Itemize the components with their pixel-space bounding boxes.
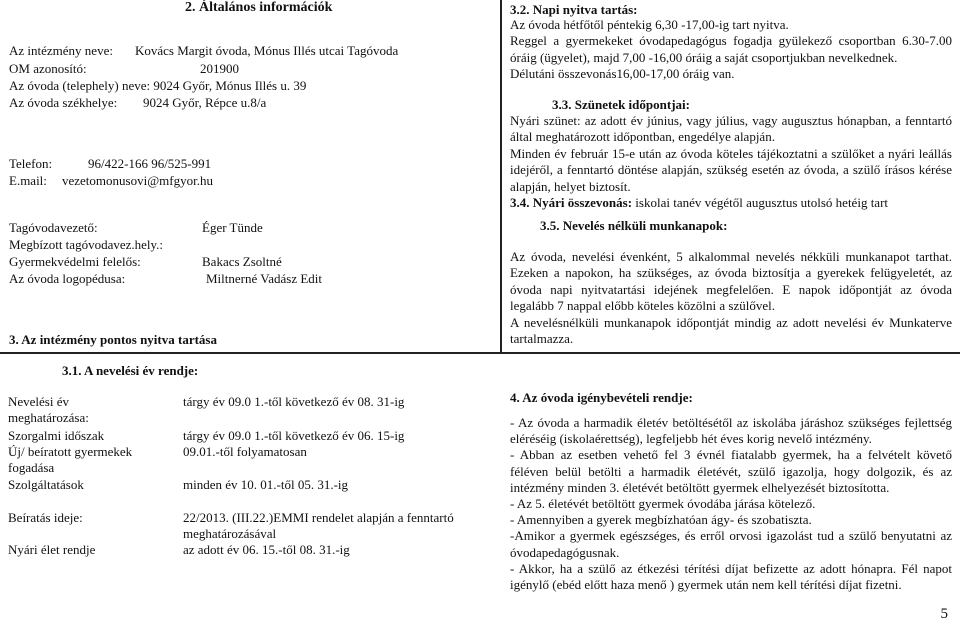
schedule-value: tárgy év 09.0 1.-től következő év 06. 15-ig xyxy=(183,428,405,443)
holidays-paragraph: Minden év február 15-e után az óvoda köteles tájékoztatni a szülőket a nyári leállás idejéről, a fenntartó döntése alapján, szükség esetén az óvoda, a szülő írásos kérése alapján, helyet biztosít. xyxy=(510,145,952,194)
daily-hours-text xyxy=(510,17,952,83)
schedule-label: Nyári élet rendje xyxy=(8,542,96,557)
seat-label: Az óvoda székhelye: xyxy=(9,95,118,110)
staff-role: Az óvoda logopédusa: xyxy=(9,271,126,286)
om-id-value: 201900 xyxy=(200,61,239,76)
staff-person: Miltnerné Vadász Edit xyxy=(206,271,323,286)
schedule-value: 09.01.-től folyamatosan xyxy=(183,444,307,459)
list-item: - Az 5. életévét betöltött gyermek óvodába járása kötelező. xyxy=(510,496,816,512)
daily-hours-heading: 3.2. Napi nyitva tartás: xyxy=(510,2,638,17)
email-value: vezetomonusovi@mfgyor.hu xyxy=(62,173,213,188)
daily-hours-line: Reggel a gyermekeket óvodapedagógus fogadja gyülekező csoportban 6.30-7.00 óráig (ügyelet), majd 7,00 -16,00 óráig a saját csoportjukban nevelkednek. xyxy=(510,33,952,65)
site-address: Az óvoda (telephely) neve: 9024 Győr, Mónus Illés u. 39 xyxy=(9,78,307,93)
staff-role: Megbízott tagóvodavez.hely.: xyxy=(9,237,164,252)
phone-label: Telefon: xyxy=(9,156,53,171)
daily-hours-line: Az óvoda hétfőtől péntekig 6,30 -17,00-ig tart nyitva. xyxy=(510,17,789,32)
holidays-heading: 3.3. Szünetek időpontjai: xyxy=(552,97,690,112)
staff-role: Tagóvodavezető: xyxy=(9,220,98,235)
holidays-text xyxy=(510,113,952,211)
email-label: E.mail: xyxy=(9,173,47,188)
summer-merge-heading: 3.4. Nyári összevonás: xyxy=(510,195,633,211)
attendance-rules-list xyxy=(510,415,952,593)
list-item: - Az óvoda a harmadik életév betöltésétől az iskolába járáshoz szükséges fejlettség eléréséig (iskolaérettség), legfeljebb hét éves korig nevelő intézmény. xyxy=(510,415,952,447)
schedule-label: Szolgáltatások xyxy=(8,477,84,492)
schedule-value: tárgy év 09.0 1.-től következő év 08. 31-ig xyxy=(183,394,405,409)
schedule-label: Új/ beíratott gyermekek fogadása xyxy=(8,444,133,475)
column-divider xyxy=(500,0,502,352)
staff-person: Bakacs Zsoltné xyxy=(202,254,282,269)
staff-person: Éger Tünde xyxy=(202,220,263,235)
section-divider xyxy=(0,352,960,354)
schedule-value: 22/2013. (III.22.)EMMI rendelet alapján a fenntartó meghatározásával xyxy=(183,510,454,541)
non-teaching-days-heading: 3.5. Nevelés nélküli munkanapok: xyxy=(540,218,728,233)
institution-name-value: Kovács Margit óvoda, Mónus Illés utcai Tagóvoda xyxy=(135,43,399,58)
non-teaching-days-text xyxy=(510,249,952,347)
daily-hours-line: Délutáni összevonás16,00-17,00 óráig van. xyxy=(510,66,735,82)
list-item: - Akkor, ha a szülő az étkezési térítési díjat befizette az adott hónapra. Fél napot igénylő (ebéd előtt haza menő ) gyermek után nem kell térítési díjat fizetni. xyxy=(510,560,952,593)
phone-value: 96/422-166 96/525-991 xyxy=(88,156,212,171)
page-number: 5 xyxy=(940,606,948,622)
non-teaching-paragraph: Az óvoda, nevelési évenként, 5 alkalommal nevelés nékküli munkanapot tarthat. Ezeken a napokon, ha szükséges, az óvoda biztosítja a gyerekek felügyeletét, az óvoda napi nyitvatartási idejének megfelelően. E napok időpontját az óvoda legalább 7 nappal előbb köteles közölni a szülővel. xyxy=(510,249,952,314)
schedule-value: minden év 10. 01.-től 05. 31.-ig xyxy=(183,477,349,492)
attendance-rules-heading: 4. Az óvoda igénybevételi rendje: xyxy=(510,390,693,405)
list-item: -Amikor a gyermek egészséges, és erről orvosi igazolást tud a szülő benyutatni az óvodapedagógusnak. xyxy=(510,528,952,560)
institution-name-label: Az intézmény neve: xyxy=(9,43,113,58)
section2-heading: 2. Általános információk xyxy=(185,0,333,15)
schedule-label: Beíratás ideje: xyxy=(8,510,83,525)
seat-value: 9024 Győr, Répce u.8/a xyxy=(143,95,267,110)
section3-heading: 3. Az intézmény pontos nyitva tartása xyxy=(9,332,217,347)
summer-merge-text: iskolai tanév végétől augusztus utolsó hetéig tart xyxy=(635,195,889,211)
staff-role: Gyermekvédelmi felelős: xyxy=(9,254,141,269)
summer-merge xyxy=(510,195,952,211)
list-item: - Amennyiben a gyerek megbízhatóan ágy- és szobatiszta. xyxy=(510,512,812,528)
non-teaching-paragraph: A nevelésnélküli munkanapok időpontját mindig az adott nevelési év Munkaterve tartalmazza. xyxy=(510,314,952,347)
school-year-order-heading: 3.1. A nevelési év rendje: xyxy=(62,363,199,378)
schedule-label: Szorgalmi időszak xyxy=(8,428,105,443)
list-item: - Abban az esetben vehető fel 3 évnél fiatalabb gyermek, ha a felvételt követő féléven belül betölti a harmadik életévét, szülő igazolja, hogy dolgozik, és az intézmény minden 3. életévét betöltött gyermek elhelyezését biztosította. xyxy=(510,447,952,495)
holidays-paragraph: Nyári szünet: az adott év június, vagy július, vagy augusztus hónapban, a fenntartó által meghatározott időpontban, engedélye alapján. xyxy=(510,113,952,145)
schedule-label: Nevelési év meghatározása: xyxy=(8,394,89,425)
om-id-label: OM azonosító: xyxy=(9,61,87,76)
schedule-value: az adott év 06. 15.-től 08. 31.-ig xyxy=(183,542,350,557)
